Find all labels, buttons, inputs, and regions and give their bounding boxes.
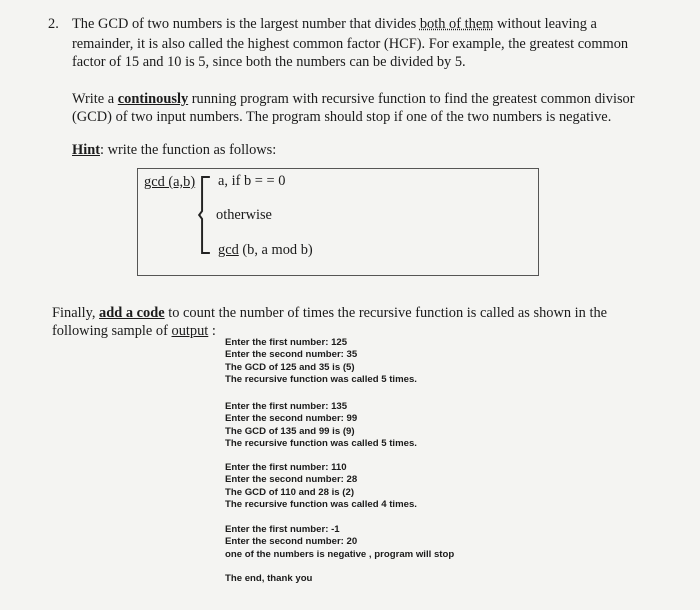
hint-label: Hint bbox=[72, 142, 100, 158]
sample-line: Enter the first number: 110 bbox=[225, 462, 347, 473]
sample-line: Enter the second number: 35 bbox=[225, 349, 358, 361]
finally-line-1: Finally, add a code to count the number of times the recursive function is called as shown in the bbox=[52, 305, 608, 321]
sample-line: The recursive function was called 5 times. bbox=[225, 374, 417, 386]
formula-case-2: gcd (b, a mod b) bbox=[218, 242, 313, 258]
finally-line-2: following sample of output : bbox=[52, 323, 216, 339]
sample-line: The recursive function was called 4 times. bbox=[225, 499, 417, 511]
question-number: 2. bbox=[48, 16, 59, 32]
sample-output-block-3 bbox=[225, 462, 417, 512]
sample-line: The recursive function was called 5 times. bbox=[225, 438, 417, 450]
sample-line: Enter the first number: -1 bbox=[225, 524, 340, 535]
sample-line: The GCD of 135 and 99 is (9) bbox=[225, 425, 355, 437]
sample-line: Enter the second number: 99 bbox=[225, 413, 358, 425]
formula-case-1: a, if b = = 0 bbox=[218, 173, 286, 189]
sample-line: Enter the second number: 20 bbox=[225, 536, 358, 548]
sample-output-block-4 bbox=[225, 524, 454, 561]
hint-line: Hint: write the function as follows: bbox=[72, 142, 277, 158]
curly-brace-icon bbox=[198, 176, 212, 254]
sample-output-ending bbox=[225, 573, 312, 585]
sample-line: Enter the first number: 125 bbox=[225, 337, 348, 348]
intro-line-3: factor of 15 and 10 is 5, since both the numbers can be divided by 5. bbox=[72, 54, 466, 70]
intro-line-2: remainder, it is also called the highest common factor (HCF). For example, the greatest common bbox=[72, 36, 629, 52]
formula-lhs: gcd (a,b) bbox=[144, 174, 196, 190]
sample-line: The GCD of 110 and 28 is (2) bbox=[225, 486, 355, 498]
sample-output-block-2 bbox=[225, 401, 417, 451]
intro-line-1: The GCD of two numbers is the largest number that divides both of them without leaving a bbox=[72, 16, 597, 32]
sample-line: Enter the first number: 135 bbox=[225, 401, 348, 412]
task-line-1: Write a continously running program with recursive function to find the greatest common divisor bbox=[72, 91, 635, 107]
formula-case-otherwise: otherwise bbox=[216, 207, 272, 223]
sample-line: Enter the second number: 28 bbox=[225, 474, 358, 486]
sample-line: The end, thank you bbox=[225, 573, 313, 584]
sample-output-block-1 bbox=[225, 337, 417, 387]
sample-line: The GCD of 125 and 35 is (5) bbox=[225, 361, 355, 373]
sample-line: one of the numbers is negative , program will stop bbox=[225, 548, 455, 560]
task-line-2: (GCD) of two input numbers. The program should stop if one of the two numbers is negative. bbox=[72, 109, 612, 125]
